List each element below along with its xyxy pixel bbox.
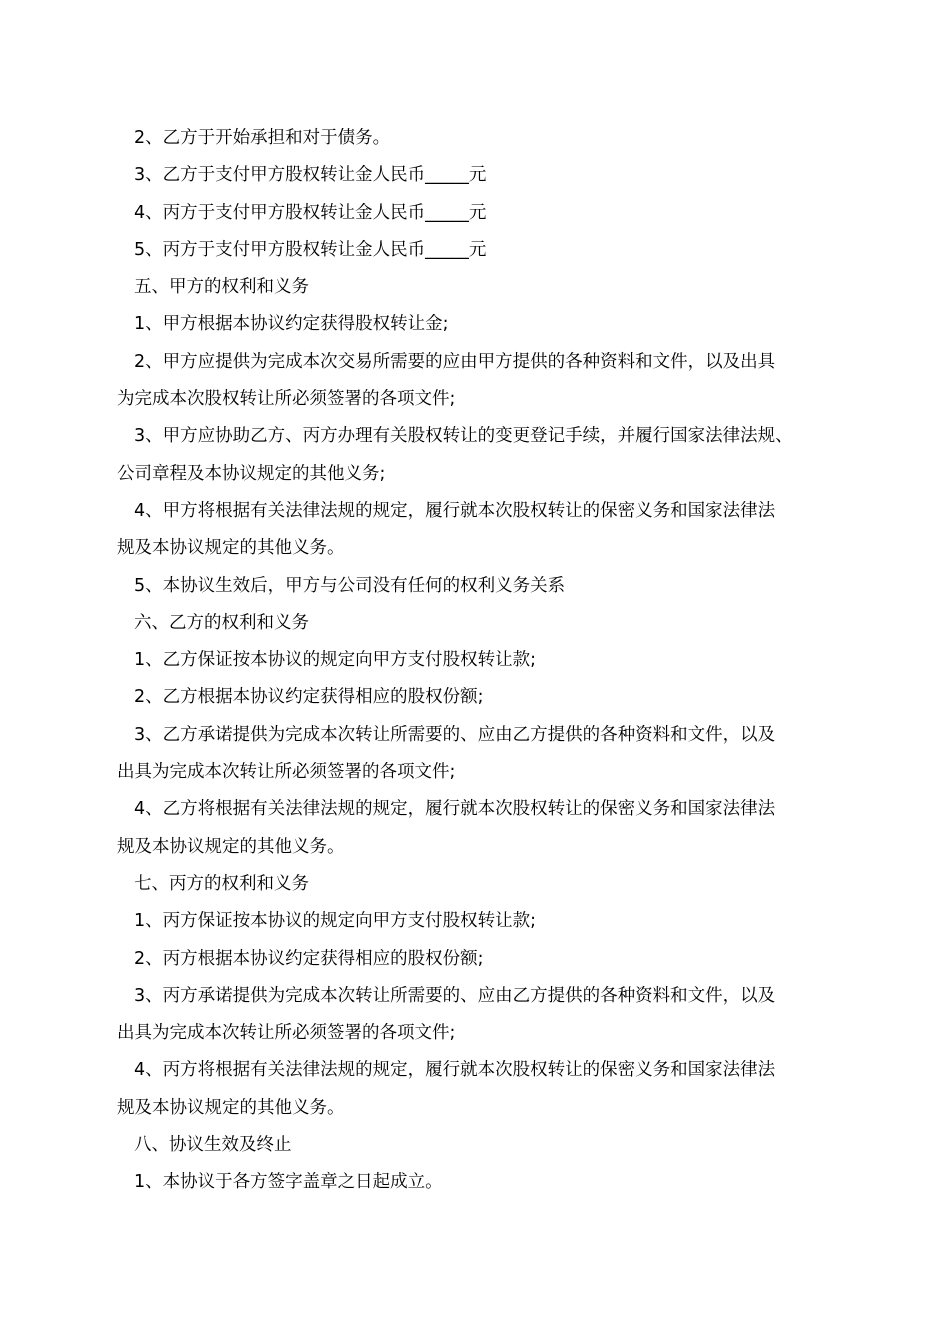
paragraph-line: 2、乙方于开始承担和对于债务。	[134, 128, 391, 148]
paragraph-line: 5、本协议生效后，甲方与公司没有任何的权利义务关系	[134, 575, 566, 596]
paragraph-line: 4、丙方于支付甲方股权转让金人民币_____元	[134, 202, 487, 223]
paragraph-line: 3、甲方应协助乙方、丙方办理有关股权转让的变更登记手续，并履行国家法律法规、	[134, 426, 793, 447]
paragraph-line: 4、甲方将根据有关法律法规的规定，履行就本次股权转让的保密义务和国家法律法	[134, 500, 776, 521]
paragraph-line: 八、协议生效及终止	[134, 1135, 292, 1156]
paragraph-line: 1、甲方根据本协议约定获得股权转让金;	[134, 314, 449, 335]
paragraph-line: 4、丙方将根据有关法律法规的规定，履行就本次股权转让的保密义务和国家法律法	[134, 1060, 776, 1081]
paragraph-continuation-line: 公司章程及本协议规定的其他义务;	[117, 463, 386, 484]
paragraph-line: 3、乙方承诺提供为完成本次转让所需要的、应由乙方提供的各种资料和文件，以及	[134, 724, 776, 745]
paragraph-continuation-line: 规及本协议规定的其他义务。	[117, 1097, 345, 1118]
paragraph-line: 3、丙方承诺提供为完成本次转让所需要的、应由乙方提供的各种资料和文件，以及	[134, 985, 776, 1006]
paragraph-line: 3、乙方于支付甲方股权转让金人民币_____元	[134, 165, 487, 186]
paragraph-continuation-line: 出具为完成本次转让所必须签署的各项文件;	[117, 1023, 456, 1044]
paragraph-continuation-line: 为完成本次股权转让所必须签署的各项文件;	[117, 389, 456, 410]
paragraph-line: 2、甲方应提供为完成本次交易所需要的应由甲方提供的各种资料和文件，以及出具	[134, 351, 776, 372]
paragraph-line: 2、乙方根据本协议约定获得相应的股权份额;	[134, 687, 484, 708]
paragraph-line: 六、乙方的权利和义务	[134, 612, 309, 633]
paragraph-line: 1、本协议于各方签字盖章之日起成立。	[134, 1172, 443, 1193]
paragraph-line: 2、丙方根据本协议约定获得相应的股权份额;	[134, 948, 484, 969]
paragraph-continuation-line: 出具为完成本次转让所必须签署的各项文件;	[117, 762, 456, 783]
paragraph-line: 1、乙方保证按本协议的规定向甲方支付股权转让款;	[134, 650, 537, 671]
paragraph-line: 五、甲方的权利和义务	[134, 277, 309, 298]
paragraph-line: 4、乙方将根据有关法律法规的规定，履行就本次股权转让的保密义务和国家法律法	[134, 799, 776, 820]
document-body	[117, 120, 847, 1202]
paragraph-continuation-line: 规及本协议规定的其他义务。	[117, 538, 345, 559]
paragraph-line: 1、丙方保证按本协议的规定向甲方支付股权转让款;	[134, 911, 537, 932]
paragraph-continuation-line: 规及本协议规定的其他义务。	[117, 836, 345, 857]
paragraph-line: 5、丙方于支付甲方股权转让金人民币_____元	[134, 239, 487, 260]
paragraph-line: 七、丙方的权利和义务	[134, 873, 309, 894]
